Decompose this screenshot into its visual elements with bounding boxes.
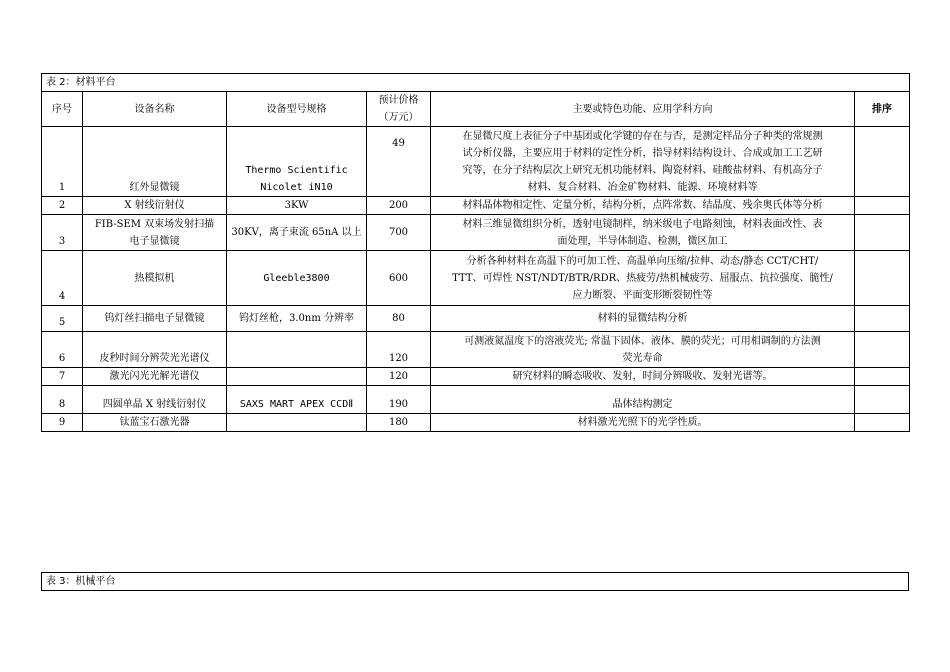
row-device-name-line1: FIB-SEM 双束场发射扫描 xyxy=(94,218,215,230)
row-function-line2: 面处理，半导体制造、检测，微区加工 xyxy=(557,235,728,247)
row-model xyxy=(227,127,367,197)
row-price: 120 xyxy=(367,332,431,368)
row-function-line2: 试分析仪器，主要应用于材料的定性分析，指导材料结构设计、合成或加工工艺研 xyxy=(462,147,823,159)
row-model xyxy=(227,414,367,432)
row-function-line1: 分析各种材料在高温下的可加工性、高温单向压缩/拉伸、动态/静态 CCT/CHT/ xyxy=(466,255,819,267)
header-price xyxy=(367,92,431,127)
mechanical-platform-table xyxy=(41,572,909,591)
materials-platform-table xyxy=(41,73,910,432)
row-device-name: 四圆单晶 X 射线衍射仪 xyxy=(83,386,227,414)
row-function-line1: 可测液氮温度下的溶液荧光; 常温下固体、液体、膜的荧光；可用相调制的方法测 xyxy=(464,335,821,347)
row-index: 8 xyxy=(42,386,83,414)
row-rank xyxy=(855,414,910,432)
table-row xyxy=(42,414,910,432)
header-rank: 排序 xyxy=(855,92,910,127)
row-index: 4 xyxy=(42,251,83,306)
row-device-name: 皮秒时间分辨荧光光谱仪 xyxy=(83,332,227,368)
row-model: 30KV，离子束流 65nA 以上 xyxy=(227,215,367,251)
row-device-name: 红外显微镜 xyxy=(83,127,227,197)
table-row xyxy=(42,251,910,306)
row-function-line4: 材料、复合材料、冶金矿物材料、能源、环境材料等 xyxy=(527,181,758,193)
row-price: 180 xyxy=(367,414,431,432)
row-rank xyxy=(855,251,910,306)
row-index: 3 xyxy=(42,215,83,251)
row-model: Gleeble3800 xyxy=(227,251,367,306)
row-model: 3KW xyxy=(227,197,367,215)
table-row xyxy=(42,386,910,414)
row-model xyxy=(227,368,367,386)
row-function: 材料晶体物相定性、定量分析，结构分析，点阵常数、结晶度、残余奥氏体等分析 xyxy=(431,197,855,215)
table-row xyxy=(42,368,910,386)
row-function: 材料激光光照下的光学性质。 xyxy=(431,414,855,432)
row-rank xyxy=(855,368,910,386)
row-function-line2: TTT、可焊性 NST/NDT/BTR/RDR、热疲劳/热机械疲劳、屈服点、抗拉强度、脆性/ xyxy=(452,272,833,284)
table-row xyxy=(42,197,910,215)
row-rank xyxy=(855,332,910,368)
row-rank xyxy=(855,197,910,215)
row-function-line1: 在显微尺度上表征分子中基团或化学键的存在与否，是测定样品分子种类的常规测 xyxy=(462,130,823,142)
row-price: 200 xyxy=(367,197,431,215)
row-function xyxy=(431,127,855,197)
row-index: 6 xyxy=(42,332,83,368)
row-price: 80 xyxy=(367,306,431,332)
row-function-line1: 材料三维显微组织分析，透射电镜制样，纳米级电子电路刻蚀，材料表面改性、表 xyxy=(462,218,823,230)
row-function xyxy=(431,215,855,251)
row-index: 9 xyxy=(42,414,83,432)
row-function: 晶体结构测定 xyxy=(431,386,855,414)
row-device-name: 钛蓝宝石激光器 xyxy=(83,414,227,432)
row-rank xyxy=(855,215,910,251)
row-model-line1: Thermo Scientific xyxy=(245,165,348,176)
row-price: 49 xyxy=(367,127,431,197)
row-price: 120 xyxy=(367,368,431,386)
row-function: 研究材料的瞬态吸收、发射，时间分辨吸收、发射光谱等。 xyxy=(431,368,855,386)
row-device-name: 激光闪光光解光谱仪 xyxy=(83,368,227,386)
row-index: 2 xyxy=(42,197,83,215)
row-model xyxy=(227,332,367,368)
table-row xyxy=(42,306,910,332)
table-row xyxy=(42,127,910,197)
row-function xyxy=(431,251,855,306)
header-index: 序号 xyxy=(42,92,83,127)
row-rank xyxy=(855,386,910,414)
row-price: 190 xyxy=(367,386,431,414)
row-function xyxy=(431,332,855,368)
row-rank xyxy=(855,127,910,197)
row-index: 7 xyxy=(42,368,83,386)
row-model: SAXS MART APEX CCDⅡ xyxy=(227,386,367,414)
table-header-row xyxy=(42,92,910,127)
header-price-line2: （万元） xyxy=(378,112,419,123)
row-function-line3: 应力断裂、平面变形断裂韧性等 xyxy=(572,289,713,301)
row-model: 钨灯丝枪，3.0nm 分辨率 xyxy=(227,306,367,332)
row-function-line2: 荧光寿命 xyxy=(622,352,663,364)
header-price-line1: 预计价格 xyxy=(378,95,419,106)
header-name: 设备名称 xyxy=(83,92,227,127)
table-row xyxy=(42,332,910,368)
row-rank xyxy=(855,306,910,332)
row-index: 1 xyxy=(42,127,83,197)
header-model: 设备型号规格 xyxy=(227,92,367,127)
row-function: 材料的显微结构分析 xyxy=(431,306,855,332)
row-device-name xyxy=(83,215,227,251)
table2-caption: 表 2：材料平台 xyxy=(42,74,910,92)
row-price: 600 xyxy=(367,251,431,306)
row-device-name-line2: 电子显微镜 xyxy=(129,235,180,247)
table3-caption: 表 3：机械平台 xyxy=(42,573,909,591)
row-device-name: 钨灯丝扫描电子显微镜 xyxy=(83,306,227,332)
row-device-name: X 射线衍射仪 xyxy=(83,197,227,215)
row-function-line3: 究等，在分子结构层次上研究无机功能材料、陶瓷材料、硅酸盐材料、有机高分子 xyxy=(462,164,823,176)
row-device-name: 热模拟机 xyxy=(83,251,227,306)
header-function: 主要或特色功能、应用学科方向 xyxy=(431,92,855,127)
row-index: 5 xyxy=(42,306,83,332)
table-row xyxy=(42,215,910,251)
row-model-line2: Nicolet iN10 xyxy=(260,182,333,193)
row-price: 700 xyxy=(367,215,431,251)
